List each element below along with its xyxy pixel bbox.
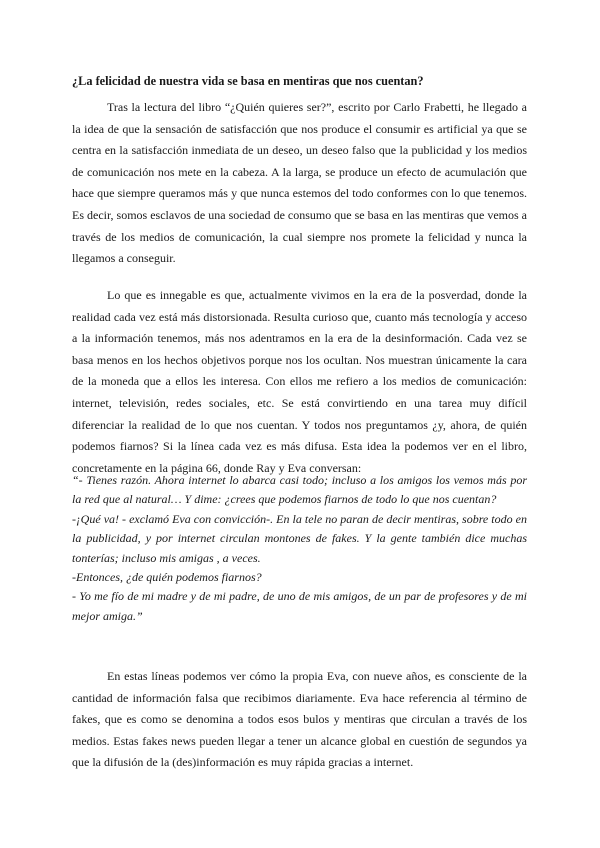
paragraph-posverdad: Lo que es innegable es que, actualmente vivimos en la era de la posverdad, donde la realidad cada vez está más distorsionada. Resulta curioso que, cuanto más tecnología y acceso a la información tenemos, más nos adentramos en la era de la desinformación. Cada vez se basa menos en los hechos objetivos porque nos los ocultan. Nos muestran únicamente la cara de la moneda que a ellos les interesa. Con ellos me refiero a los medios de comunicación: internet, televisión, redes sociales, etc. Se está convirtiendo en una tarea muy difícil diferenciar la realidad de lo que nos cuentan. Y todos nos preguntamos ¿y, ahora, de quién podemos fiarnos? Si la línea cada vez es más difusa. Esta idea la podemos ver en el libro, concretamente en la página 66, donde Ray y Eva conversan: [72,288,527,475]
page-title: ¿La felicidad de nuestra vida se basa en mentiras que nos cuentan? [72,74,424,88]
paragraph-intro: Tras la lectura del libro “¿Quién quieres ser?”, escrito por Carlo Frabetti, he llegado a la idea de que la sensación de satisfacción que nos produce el consumir es artificial ya que se centra en la satisfacción inmediata de un deseo, un deseo falso que la publicidad y los medios de comunicación nos mete en la cabeza. A la larga, se produce un efecto de acumulación que hace que siempre queramos más y que nunca estemos del todo conformes con lo que tenemos. Es decir, somos esclavos de una sociedad de consumo que se basa en las mentiras que vemos a través de los medios de comunicación, la cual siempre nos promete la felicidad y nunca la llegamos a conseguir. [72,100,527,266]
quote-line-eva-answer: - Yo me fío de mi madre y de mi padre, de uno de mis amigos, de un par de profesores y de mi mejor amiga.” [72,589,527,623]
quote-line-eva: -¡Qué va! - exclamó Eva con convicción-. En la tele no paran de decir mentiras, sobre todo en la publicidad, y por internet circulan montones de fakes. Y la gente también dice muchas tonterías; incluso mis amigas , a veces. [72,511,527,565]
quote-line-ray-question: -Entonces, ¿de quién podemos fiarnos? [72,570,262,585]
paragraph-conclusion: En estas líneas podemos ver cómo la propia Eva, con nueve años, es consciente de la cantidad de información falsa que recibimos diariamente. Eva hace referencia al término de fakes, que es como se denomina a todos esos bulos y mentiras que circulan a través de los medios. Estas fakes news pueden llegar a tener un alcance global en cuestión de segundos ya que la difusión de la (des)información es muy rápida gracias a internet. [72,669,527,770]
quote-line-ray: “- Tienes razón. Ahora internet lo abarca casi todo; incluso a los amigos los vemos más por la red que al natural… Y dime: ¿crees que podemos fiarnos de todo lo que nos cuentan? [72,473,527,507]
book-quote-block [72,471,527,626]
